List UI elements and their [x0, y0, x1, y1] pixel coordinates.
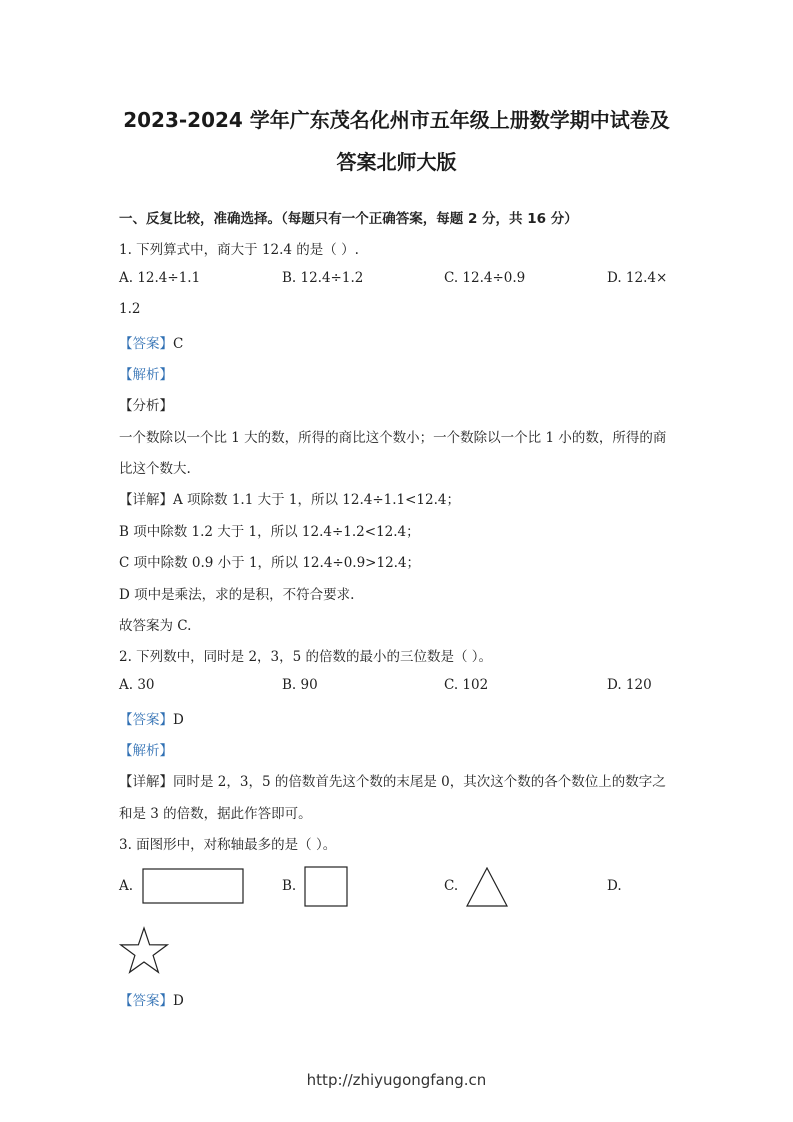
- square-shape: [304, 866, 348, 907]
- q1-analysis-tag: 【解析】: [119, 367, 173, 383]
- q2-detail-line1: [119, 770, 666, 790]
- q1-fenxi-line1: 一个数除以一个比 1 大的数，所得的商比这个数小；一个数除以一个比 1 小的数，所得的商: [119, 430, 667, 446]
- q1-option-b: B. 12.4÷1.2: [282, 270, 364, 286]
- q3-option-d: D.: [607, 878, 622, 894]
- q1-option-d: D. 12.4×: [607, 270, 668, 286]
- answer-tag: 【答案】: [119, 336, 173, 352]
- q1-option-d-wrap: 1.2: [119, 301, 141, 317]
- q1-detail-line2: B 项中除数 1.2 大于 1，所以 12.4÷1.2<12.4；: [119, 524, 420, 540]
- section1-heading: 一、反复比较，准确选择。（每题只有一个正确答案，每题 2 分，共 16 分）: [119, 211, 578, 227]
- q2-option-a: A. 30: [119, 677, 155, 693]
- q1-detail-line5: 故答案为 C.: [119, 618, 192, 634]
- q2-detail-text: 同时是 2，3，5 的倍数首先这个数的末尾是 0，其次这个数的各个数位上的数字之: [173, 774, 666, 790]
- q3-answer: [119, 989, 184, 1009]
- document-title-line2: 答案北师大版: [336, 150, 457, 174]
- q1-fenxi-tag: 【分析】: [119, 398, 173, 414]
- footer-url[interactable]: http://zhiyugongfang.cn: [306, 1071, 487, 1089]
- q3-answer-value: D: [173, 993, 184, 1009]
- rectangle-shape: [142, 868, 244, 904]
- q1-fenxi-line2: 比这个数大.: [119, 461, 191, 477]
- q2-option-b: B. 90: [282, 677, 318, 693]
- q1-detail-line4: D 项中是乘法，求的是积，不符合要求.: [119, 587, 355, 603]
- q1-detail-line3: C 项中除数 0.9 小于 1，所以 12.4÷0.9>12.4；: [119, 555, 421, 571]
- q1-detail-text: A 项除数 1.1 大于 1，所以 12.4÷1.1<12.4；: [173, 492, 460, 508]
- star-shape: [119, 926, 169, 974]
- q2-analysis-tag: 【解析】: [119, 743, 173, 759]
- q1-stem: 1. 下列算式中，商大于 12.4 的是（ ）.: [119, 242, 359, 258]
- q2-option-d: D. 120: [607, 677, 652, 693]
- q2-detail-line2: 和是 3 的倍数，据此作答即可。: [119, 806, 312, 822]
- q2-answer-value: D: [173, 712, 184, 728]
- document-title-line1: 2023-2024 学年广东茂名化州市五年级上册数学期中试卷及: [123, 108, 670, 132]
- q2-option-c: C. 102: [444, 677, 489, 693]
- q1-option-a: A. 12.4÷1.1: [119, 270, 201, 286]
- triangle-shape: [466, 867, 508, 907]
- q2-answer: [119, 708, 184, 728]
- q1-answer: [119, 332, 183, 352]
- q1-detail-line1: [119, 488, 460, 508]
- answer-tag: 【答案】: [119, 993, 173, 1009]
- q1-option-c: C. 12.4÷0.9: [444, 270, 526, 286]
- q3-option-c: C.: [444, 878, 459, 894]
- q3-option-b: B.: [282, 878, 297, 894]
- detail-tag: 【详解】: [119, 492, 173, 508]
- q2-stem: 2. 下列数中，同时是 2，3，5 的倍数的最小的三位数是（ ）。: [119, 649, 493, 665]
- answer-tag: 【答案】: [119, 712, 173, 728]
- q1-answer-value: C: [173, 336, 184, 352]
- q3-stem: 3. 面图形中，对称轴最多的是（ ）。: [119, 837, 337, 853]
- detail-tag: 【详解】: [119, 774, 173, 790]
- q3-option-a: A.: [119, 878, 134, 894]
